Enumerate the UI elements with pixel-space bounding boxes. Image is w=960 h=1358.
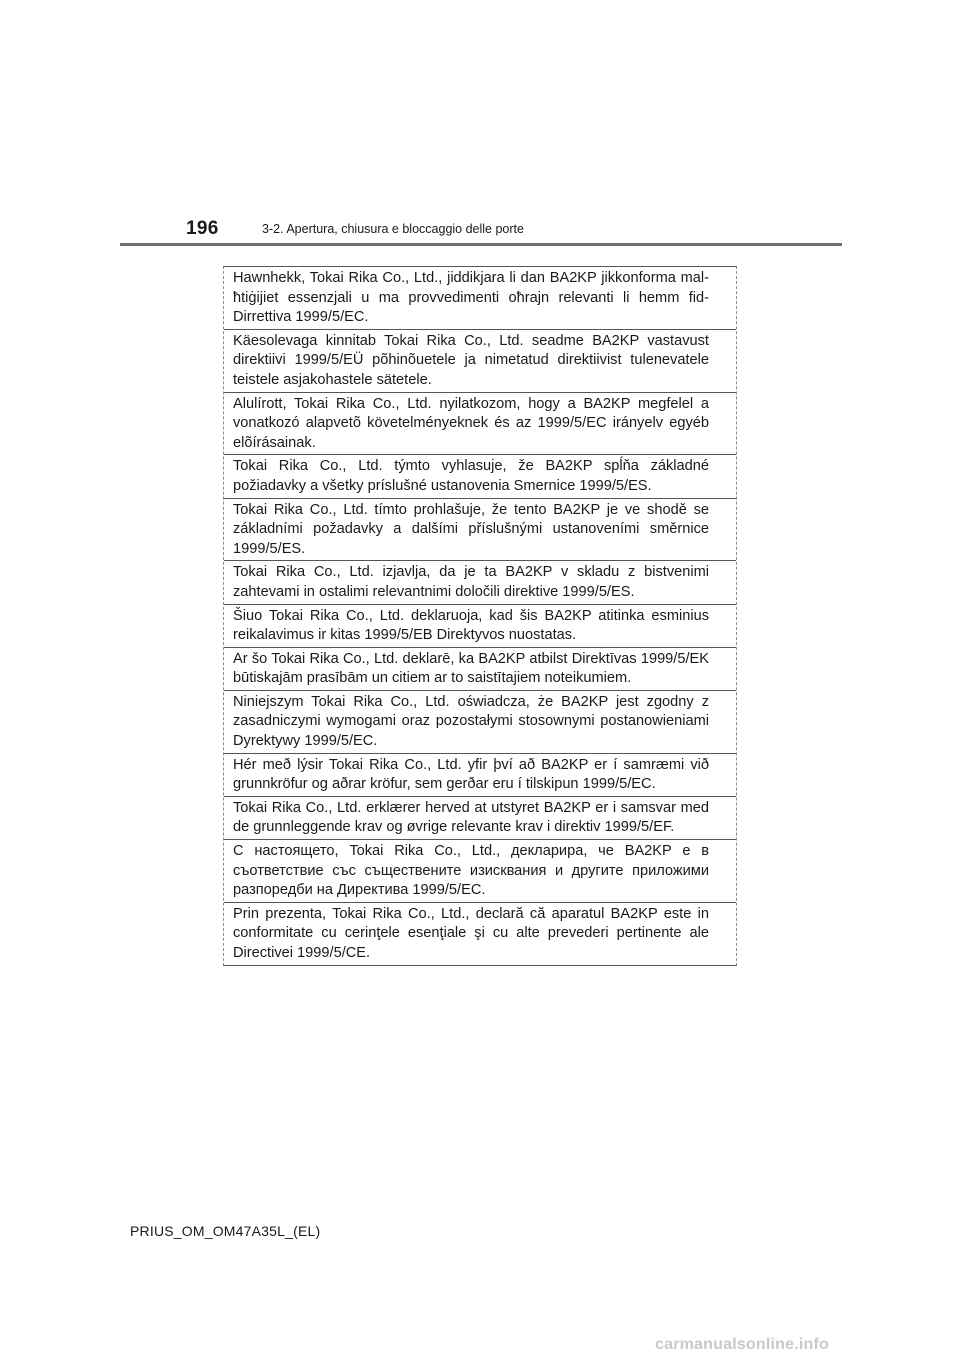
declaration-bulgarian: С настоящето, Tokai Rika Co., Ltd., декларира, че BA2KP е в съответствие със съществените изисквания и другите приложими разпоредби на Директива 1999/5/EC. [224,840,736,903]
declaration-romanian: Prin prezenta, Tokai Rika Co., Ltd., declară că aparatul BA2KP este in conformitate cu cerinţele esenţiale şi cu alte prevederi pertinente ale Directivei 1999/5/CE. [233,905,709,961]
document-code: PRIUS_OM_OM47A35L_(EL) [130,1223,321,1239]
site-watermark: carmanualsonline.info [655,1336,830,1353]
declaration-estonian: Käesolevaga kinnitab Tokai Rika Co., Ltd. seadme BA2KP vastavust direktiivi 1999/5/EÜ põhinõuetele ja nimetatud direktiivist tulenevatele teistele asjakohastele sätetele. [224,330,736,393]
declaration-slovak: Tokai Rika Co., Ltd. týmto vyhlasuje, že BA2KP spĺňa základné požiadavky a všetky príslušné ustanovenia Smernice 1999/5/ES. [224,455,736,498]
page-number: 196 [186,218,219,239]
section-title: 3-2. Apertura, chiusura e bloccaggio delle porte [262,222,524,236]
declaration-slovenian: Tokai Rika Co., Ltd. izjavlja, da je ta BA2KP v skladu z bistvenimi zahtevami in ostalimi relevantnimi določili direktive 1999/5/ES. [224,561,736,604]
declaration-polish: Niniejszym Tokai Rika Co., Ltd. oświadcza, że BA2KP jest zgodny z zasadniczymi wymogami oraz pozostałymi stosownymi postanowieniami Dyrektywy 1999/5/EC. [224,691,736,754]
declaration-czech: Tokai Rika Co., Ltd. tímto prohlašuje, že tento BA2KP je ve shodě se základními požadavky a dalšími příslušnými ustanoveními směrnice 1999/5/ES. [224,499,736,562]
declaration-norwegian: Tokai Rika Co., Ltd. erklærer herved at utstyret BA2KP er i samsvar med de grunnleggende krav og øvrige relevante krav i direktiv 1999/5/EF. [224,797,736,840]
declaration-maltese: Hawnhekk, Tokai Rika Co., Ltd., jiddikjara li dan BA2KP jikkonforma mal-ħtiġijiet essenzjali u ma provvedimenti oħrajn relevanti li hemm fid-Dirrettiva 1999/5/EC. [224,267,736,330]
declaration-hungarian: Alulírott, Tokai Rika Co., Ltd. nyilatkozom, hogy a BA2KP megfelel a vonatkozó alapvetõ követelményeknek és az 1999/5/EC irányelv egyéb elõírásainak. [224,393,736,456]
page-header [120,212,840,252]
declaration-icelandic: Hér með lýsir Tokai Rika Co., Ltd. yfir því að BA2KP er í samræmi við grunnkröfur og aðrar kröfur, sem gerðar eru í tilskipun 1999/5/EC. [224,754,736,797]
declaration-latvian: Ar šo Tokai Rika Co., Ltd. deklarē, ka BA2KP atbilst Direktīvas 1999/5/EK būtiskajām prasībām un citiem ar to saistītajiem noteikumiem. [224,648,736,691]
header-divider [120,243,842,246]
declaration-table [223,266,737,966]
declaration-lithuanian: Šiuo Tokai Rika Co., Ltd. deklaruoja, kad šis BA2KP atitinka esminius reikalavimus ir kitas 1999/5/EB Direktyvos nuostatas. [224,605,736,648]
